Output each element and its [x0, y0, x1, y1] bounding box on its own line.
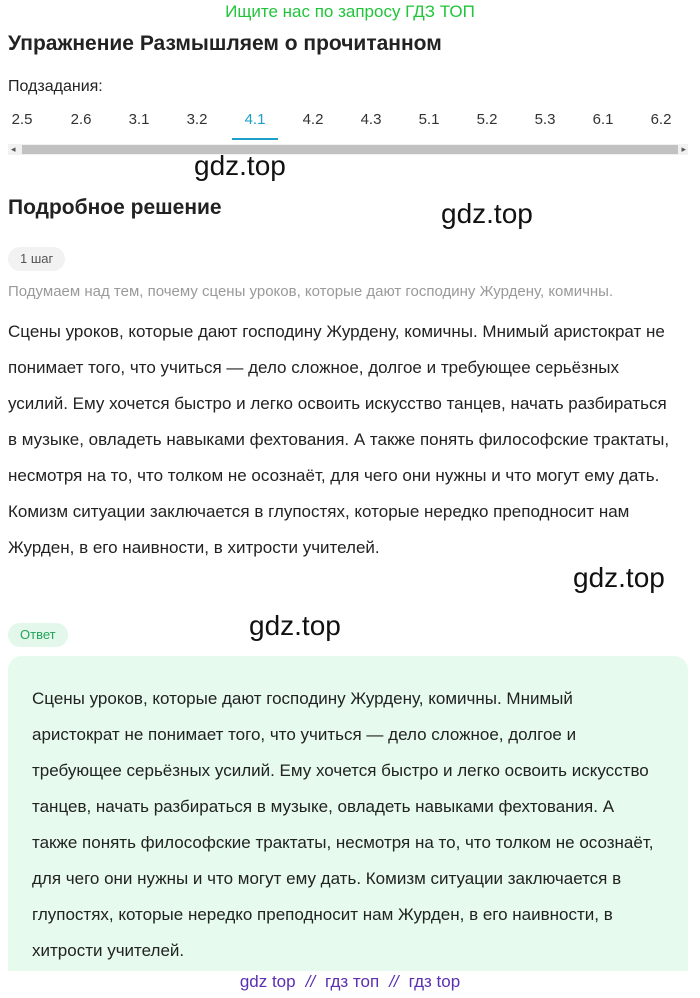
- scroll-left-arrow-icon[interactable]: ◂: [11, 144, 16, 154]
- page-title: Упражнение Размышляем о прочитанном: [8, 32, 442, 55]
- tabs-scrollbar[interactable]: [8, 144, 688, 155]
- footer-link-gdz-top[interactable]: gdz top: [239, 972, 296, 991]
- solution-text: Сцены уроков, которые дают господину Журдену, комичны. Мнимый аристократ не понимает того, что учиться — дело сложное, долгое и требующее серьёзных усилий. Ему хочется быстро и легко освоить искусство танцев, начать разбираться в музыке, овладеть навыками фехтования. А также понять философские трактаты, несмотря на то, что толком не осознаёт, для чего они нужны и что могут ему дать. Комизм ситуации заключается в глупостях, которые нередко преподносит нам Журден, в его наивности, в хитрости учителей.: [8, 322, 670, 557]
- subtask-tab-5-2[interactable]: 5.2: [476, 111, 498, 128]
- subtask-tab-3-1[interactable]: 3.1: [128, 111, 150, 128]
- subtask-tab-5-1[interactable]: 5.1: [418, 111, 440, 128]
- step-badge: 1 шаг: [8, 247, 65, 271]
- search-promo-banner: Ищите нас по запросу ГДЗ ТОП: [225, 2, 475, 21]
- solution-title: Подробное решение: [8, 196, 222, 219]
- subtask-tab-4-2[interactable]: 4.2: [302, 111, 324, 128]
- watermark: gdz.top: [441, 198, 533, 229]
- subtask-tab-2-6[interactable]: 2.6: [70, 111, 92, 128]
- subtask-tab-3-2[interactable]: 3.2: [186, 111, 208, 128]
- subtask-tab-4-1[interactable]: 4.1: [232, 108, 278, 140]
- scrollbar-thumb[interactable]: [22, 145, 678, 154]
- subtask-tab-2-5[interactable]: 2.5: [11, 111, 33, 128]
- subtask-tab-6-2[interactable]: 6.2: [650, 111, 672, 128]
- watermark: gdz.top: [249, 610, 341, 641]
- subtasks-label: Подзадания:: [8, 78, 103, 95]
- watermark: gdz.top: [194, 150, 286, 181]
- subtask-tab-4-3[interactable]: 4.3: [360, 111, 382, 128]
- answer-text: Сцены уроков, которые дают господину Журдену, комичны. Мнимый аристократ не понимает того, что учиться — дело сложное, долгое и требующее серьёзных усилий. Ему хочется быстро и легко освоить искусство танцев, начать разбираться в музыке, овладеть навыками фехтования. А также понять философские трактаты, несмотря на то, что толком не осознаёт, для чего они нужны и что могут ему дать. Комизм ситуации заключается в глупостях, которые нередко преподносит нам Журден, в его наивности, в хитрости учителей.: [32, 689, 654, 960]
- footer-separator: //: [305, 972, 316, 991]
- subtask-tab-5-3[interactable]: 5.3: [534, 111, 556, 128]
- footer-link-gdz-top-mixed[interactable]: гдз top: [408, 972, 461, 991]
- watermark: gdz.top: [573, 562, 665, 593]
- footer-separator: //: [389, 972, 399, 991]
- answer-badge: Ответ: [8, 623, 68, 647]
- footer-link-gdz-top-ru[interactable]: гдз топ: [325, 972, 380, 991]
- subtask-tabs: [0, 108, 700, 144]
- subtask-tab-6-1[interactable]: 6.1: [592, 111, 614, 128]
- scroll-right-arrow-icon[interactable]: ▸: [681, 144, 686, 154]
- footer-links: [0, 972, 700, 992]
- step-hint: Подумаем над тем, почему сцены уроков, которые дают господину Журдену, комичны.: [8, 283, 614, 300]
- answer-box: [8, 656, 688, 971]
